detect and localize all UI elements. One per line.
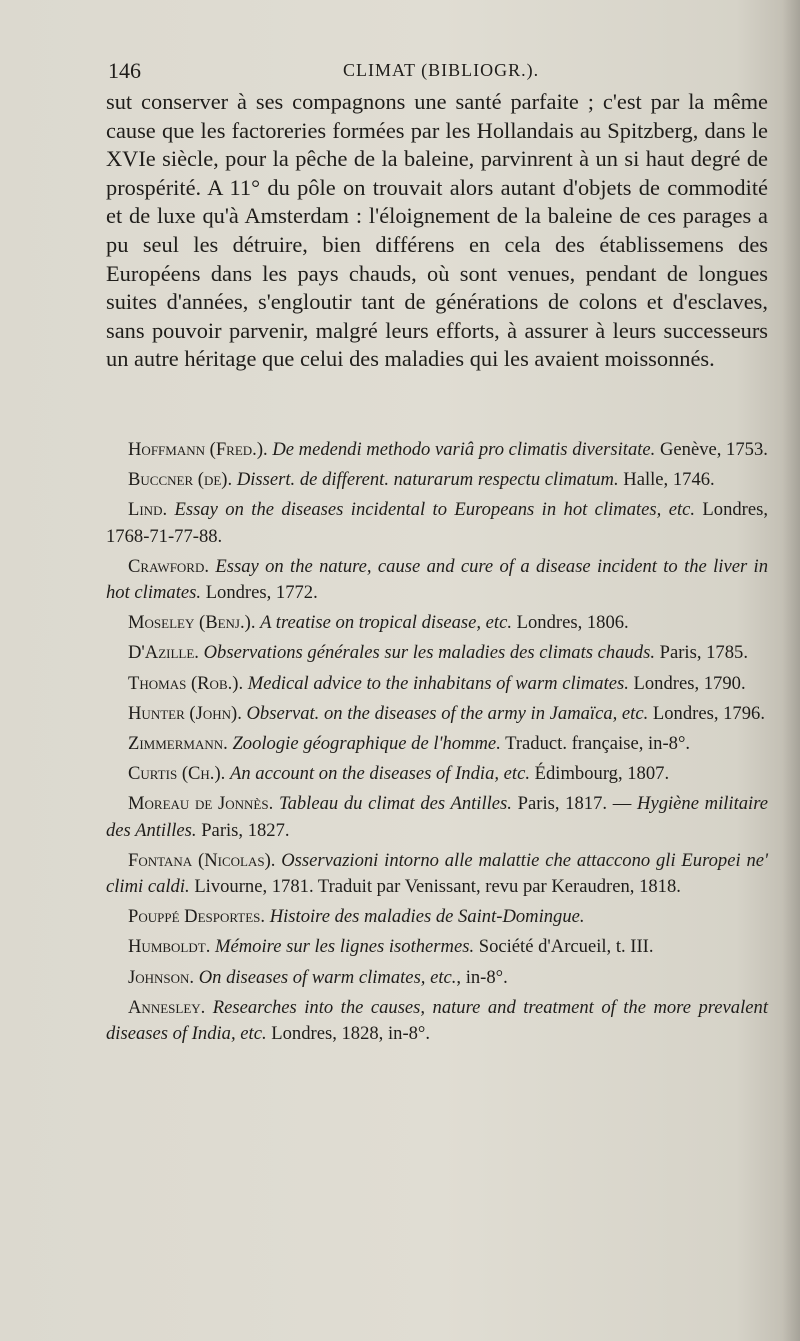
- bibliography-entry: [106, 467, 768, 493]
- entry-title: Tableau du climat des Antilles.: [278, 793, 512, 815]
- entry-title: Essay on the diseases incidental to Europeans in hot climates, etc.: [174, 499, 696, 521]
- entry-publication: Paris, 1785.: [659, 642, 748, 664]
- bibliography-entry: [106, 610, 768, 636]
- entry-title: Essay on the nature, cause and cure of a disease incident to the liver in hot climates.: [106, 555, 768, 604]
- bibliography-entry: [106, 437, 768, 463]
- page-number: 146: [108, 58, 141, 83]
- entry-author: Humboldt.: [128, 936, 211, 958]
- entry-author: Curtis (Ch.).: [128, 763, 226, 785]
- entry-author: Johnson.: [128, 966, 195, 988]
- entry-title: Observat. on the diseases of the army in Jamaïca, etc.: [246, 702, 649, 724]
- entry-title: Medical advice to the inhabitans of warm climates.: [247, 672, 629, 694]
- bibliography-entry: [106, 640, 768, 666]
- bibliography-entry: [106, 701, 768, 727]
- bibliography: [106, 437, 768, 1051]
- entry-author: Fontana (Nicolas).: [128, 849, 276, 871]
- entry-publication: , in-8°.: [456, 966, 508, 988]
- entry-second-publication: Paris, 1827.: [201, 819, 290, 841]
- entry-publication: Livourne, 1781. Traduit par Venissant, revu par Keraudren, 1818.: [194, 876, 681, 898]
- bibliography-entry: [106, 995, 768, 1047]
- entry-author: Annesley.: [128, 996, 206, 1018]
- entry-author: Moseley (Benj.).: [128, 612, 256, 634]
- entry-publication: Londres, 1828, in-8°.: [271, 1023, 431, 1045]
- entry-title: Zoologie géographique de l'homme.: [232, 733, 501, 755]
- bibliography-entry: [106, 761, 768, 787]
- entry-title: A treatise on tropical disease, etc.: [260, 612, 512, 634]
- entry-publication: Londres, 1768-71-77-88.: [106, 499, 768, 547]
- entry-title: Mémoire sur les lignes isothermes.: [215, 936, 475, 958]
- bibliography-entry: [106, 731, 768, 757]
- bibliography-entry: [106, 671, 768, 697]
- entry-title: Osservazioni intorno alle malattie che attaccono gli Europei ne' climi caldi.: [106, 849, 768, 898]
- entry-publication: Édimbourg, 1807.: [534, 763, 670, 785]
- entry-title: Dissert. de different. naturarum respectu climatum.: [236, 469, 619, 491]
- entry-author: Buccner (de).: [128, 469, 233, 491]
- entry-publication: Londres, 1772.: [205, 582, 318, 604]
- entry-title: Researches into the causes, nature and treatment of the more prevalent diseases of India, etc.: [106, 996, 768, 1045]
- entry-publication: Londres, 1790.: [633, 672, 746, 694]
- entry-author: Zimmermann.: [128, 733, 228, 755]
- bibliography-entry: [106, 965, 768, 991]
- running-head: [108, 58, 768, 84]
- entry-publication: Société d'Arcueil, t. III.: [478, 936, 654, 958]
- entry-title: An account on the diseases of India, etc.: [229, 763, 530, 785]
- bibliography-entry: [106, 497, 768, 549]
- running-title: CLIMAT (BIBLIOGR.).: [343, 60, 540, 80]
- bibliography-entry: [106, 554, 768, 606]
- entry-title: Histoire des maladies de Saint-Domingue.: [269, 906, 585, 928]
- entry-author: Hunter (John).: [128, 702, 242, 724]
- entry-publication: Traduct. française, in-8°.: [505, 733, 691, 755]
- bibliography-entry: [106, 848, 768, 900]
- entry-title: Observations générales sur les maladies des climats chauds.: [203, 642, 655, 664]
- entry-author: Lind.: [128, 499, 168, 521]
- entry-publication: Londres, 1806.: [516, 612, 629, 634]
- entry-publication: Genève, 1753.: [659, 439, 768, 460]
- bibliography-entry: [106, 934, 768, 960]
- entry-author: Moreau de Jonnès.: [128, 793, 274, 815]
- entry-author: D'Azille.: [128, 642, 199, 664]
- entry-author: Crawford.: [128, 555, 210, 577]
- entry-publication: Londres, 1796.: [652, 702, 765, 724]
- entry-title: De medendi methodo variâ pro climatis diversitate.: [272, 439, 656, 460]
- bibliography-entry: [106, 791, 768, 843]
- body-text: [106, 88, 768, 374]
- entry-author: Pouppé Desportes.: [128, 906, 266, 928]
- paragraph: sut conserver à ses compagnons une santé parfaite ; c'est par la même cause que les factoreries formées par les Hollandais au Spitzberg, dans le XVIe siècle, pour la pêche de la baleine, parvinrent à un si haut degré de prospérité. A 11° du pôle on trouvait alors autant d'objets de commodité et de luxe qu'à Amsterdam : l'éloignement de la baleine de ces parages a pu seul les détruire, bien différens en cela des établissemens des Européens dans les pays chauds, où sont venues, pendant de longues suites d'années, s'engloutir tant de générations de colons et d'esclaves, sans pouvoir parvenir, malgré leurs efforts, à assurer à leurs successeurs un autre héritage que celui des maladies qui les avaient moissonnés.: [106, 89, 768, 372]
- entry-publication: Halle, 1746.: [623, 469, 715, 491]
- entry-author: Thomas (Rob.).: [128, 672, 244, 694]
- entry-title: On diseases of warm climates, etc.: [198, 966, 457, 988]
- bibliography-entry: [106, 904, 768, 930]
- entry-author: Hoffmann (Fred.).: [128, 439, 268, 460]
- entry-second-title: Hygiène militaire des Antilles.: [106, 793, 769, 841]
- entry-publication: Paris, 1817. —: [517, 793, 632, 815]
